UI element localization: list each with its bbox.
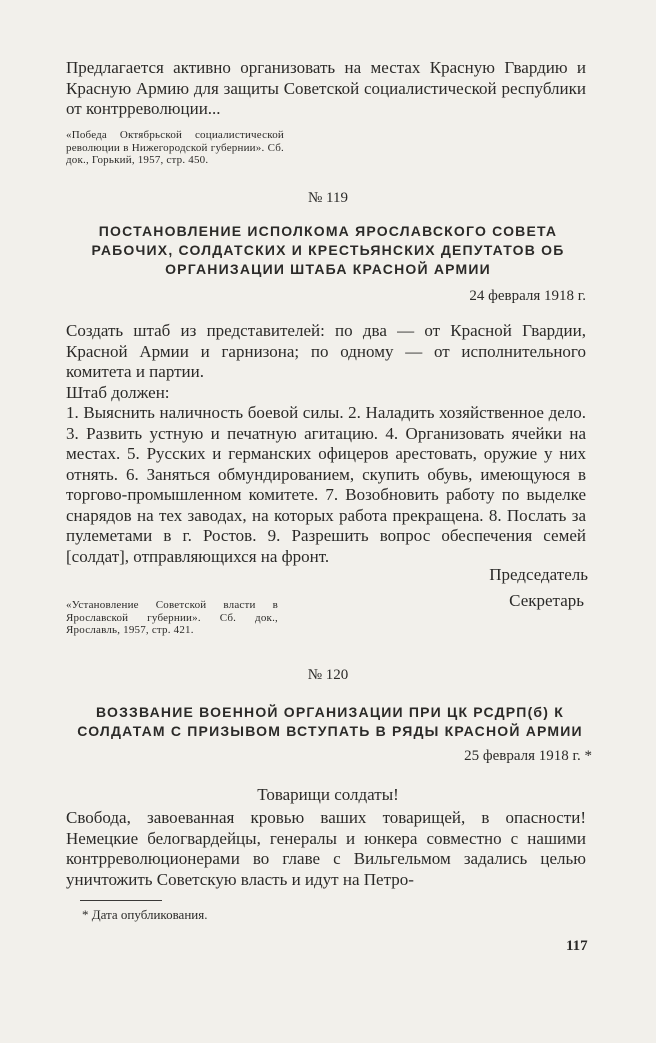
signature-secretary: Секретарь [509,591,584,610]
doc-119-paragraph-heading: Штаб должен: [66,383,170,402]
signature-chairman: Председатель [489,565,588,584]
page-number: 117 [566,938,588,954]
source-citation-2: «Установление Советской власти в Ярославской губернии». Сб. док., Ярославль, 1957, стр. 421. [66,599,278,636]
document-title-119: ПОСТАНОВЛЕНИЕ ИСПОЛКОМА ЯРОСЛАВСКОГО СОВЕТА РАБОЧИХ, СОЛДАТСКИХ И КРЕСТЬЯНСКИХ ДЕПУТАТОВ ОБ ОРГАНИЗАЦИИ ШТАБА КРАСНОЙ АРМИИ [91,223,565,277]
document-number-119: № 119 [307,190,348,206]
footnote-divider [80,900,162,901]
document-number-120: № 120 [307,667,349,683]
doc-119-paragraph-2: 1. Выяснить наличность боевой силы. 2. Наладить хозяйственное дело. 3. Развить устную и печатную агитацию. 4. Организовать ячейки на местах. 5. Русских и германских офицеров арестовать, оружие у них отнять. 6. Заняться обмундированием, скупить обувь, имеющуюся в торгово-промышленном комитете. 7. Возобновить работу по выделке снарядов на тех заводах, на которых работа прекращена. 8. Послать за пулеметами в г. Ростов. 9. Разрешить вопрос обеспечения семей [солдат], отправляющихся на фронт. [66,403,586,566]
source-citation-1: «Победа Октябрьской социалистической революции в Нижегородской губернии». Сб. док., Горький, 1957, стр. 450. [66,129,284,166]
document-title-120: ВОЗЗВАНИЕ ВОЕННОЙ ОРГАНИЗАЦИИ ПРИ ЦК РСДРП(б) К СОЛДАТАМ С ПРИЗЫВОМ ВСТУПАТЬ В РЯДЫ КРАСНОЙ АРМИИ [77,704,583,739]
intro-paragraph: Предлагается активно организовать на местах Красную Гвардию и Красную Армию для защиты Советской социалистической республики от контрреволюции... [66,58,586,118]
appeal-greeting: Товарищи солдаты! [257,785,399,804]
document-date-119: 24 февраля 1918 г. [469,288,586,304]
doc-120-paragraph-1: Свобода, завоеванная кровью ваших товарищей, в опасности! Немецкие белогвардейцы, генералы и юнкера совместно с нашими контрреволюционерами во главе с Вильгельмом задались целью уничтожить Советскую власть и идут на Петро- [66,808,586,889]
doc-119-paragraph-1: Создать штаб из представителей: по два — от Красной Гвардии, Красной Армии и гарнизона; по одному — от исполнительного комитета и партии. [66,321,586,381]
document-date-120: 25 февраля 1918 г. * [464,748,592,764]
footnote: * Дата опубликования. [82,907,208,922]
